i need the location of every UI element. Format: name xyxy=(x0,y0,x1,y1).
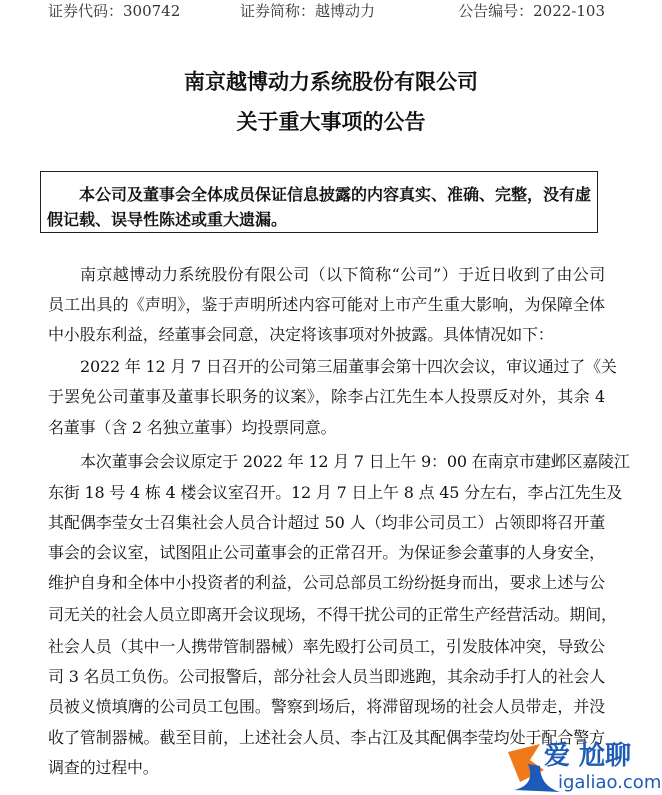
notice-title: 关于重大事项的公告 xyxy=(236,110,426,134)
paragraph-line: 司无关的社会人员立即离开会议现场，不得干扰公司的正常生产经营活动。期间， xyxy=(48,605,617,624)
security-code: 证券代码：300742 xyxy=(48,2,181,20)
paragraph-line: 其配偶李莹女士召集社会人员合计超过 50 人（均非公司员工）占领即将召开董 xyxy=(48,513,605,532)
disclaimer-box xyxy=(40,171,598,233)
svg-text:爱 尬聊: 爱 尬聊 xyxy=(544,741,632,771)
paragraph-line: 收了管制器械。截至目前，上述社会人员、李占江及其配偶李莹均处于配合警方 xyxy=(48,728,605,747)
disclaimer-line: 假记载、误导性陈述或重大遗漏。 xyxy=(47,210,288,229)
paragraph-line: 员被义愤填膺的公司员工包围。警察到场后，将滞留现场的社会人员带走，并没 xyxy=(48,697,605,716)
disclaimer-line: 本公司及董事会全体成员保证信息披露的内容真实、准确、完整，没有虚 xyxy=(79,185,592,204)
company-title: 南京越博动力系统股份有限公司 xyxy=(184,70,478,94)
paragraph-line: 司 3 名员工负伤。公司报警后，部分社会人员当即逃跑，其余动手打人的社会人 xyxy=(48,667,605,686)
paragraph-line: 东街 18 号 4 栋 4 楼会议室召开。12 月 7 日上午 8 点 45 分左右，李占江先生及 xyxy=(48,483,623,502)
svg-text:igaliao.com: igaliao.com xyxy=(558,772,662,793)
paragraph-line: 本次董事会会议原定于 2022 年 12 月 7 日上午 9：00 在南京市建邺区嘉陵江 xyxy=(80,452,630,471)
paragraph-line: 2022 年 12 月 7 日召开的公司第三届董事会第十四次会议，审议通过了《关 xyxy=(80,357,617,376)
security-short-name: 证券简称：越博动力 xyxy=(240,2,376,20)
paragraph-line: 维护自身和全体中小投资者的利益，公司总部员工纷纷挺身而出，要求上述与公 xyxy=(48,573,605,592)
paragraph-line: 南京越博动力系统股份有限公司（以下简称“公司”）于近日收到了由公司 xyxy=(80,265,605,284)
paragraph-line: 名董事（含 2 名独立董事）均投票同意。 xyxy=(48,418,337,437)
igaliao-watermark-logo xyxy=(500,730,662,795)
document-header xyxy=(48,0,605,22)
notice-number: 公告编号：2022-103 xyxy=(458,2,605,20)
paragraph-line: 于罢免公司董事及董事长职务的议案》，除李占江先生本人投票反对外，其余 4 xyxy=(48,387,605,406)
paragraph-line: 社会人员（其中一人携带管制器械）率先殴打公司员工，引发肢体冲突，导致公 xyxy=(48,637,605,656)
paragraph-line: 中小股东利益，经董事会同意，决定将该事项对外披露。具体情况如下： xyxy=(48,325,554,344)
paragraph-line: 调查的过程中。 xyxy=(48,758,159,777)
paragraph-line: 员工出具的《声明》，鉴于声明所述内容可能对上市产生重大影响，为保障全体 xyxy=(48,295,605,314)
paragraph-line: 事会的会议室，试图阻止公司董事会的正常召开。为保证参会董事的人身安全， xyxy=(48,543,605,562)
